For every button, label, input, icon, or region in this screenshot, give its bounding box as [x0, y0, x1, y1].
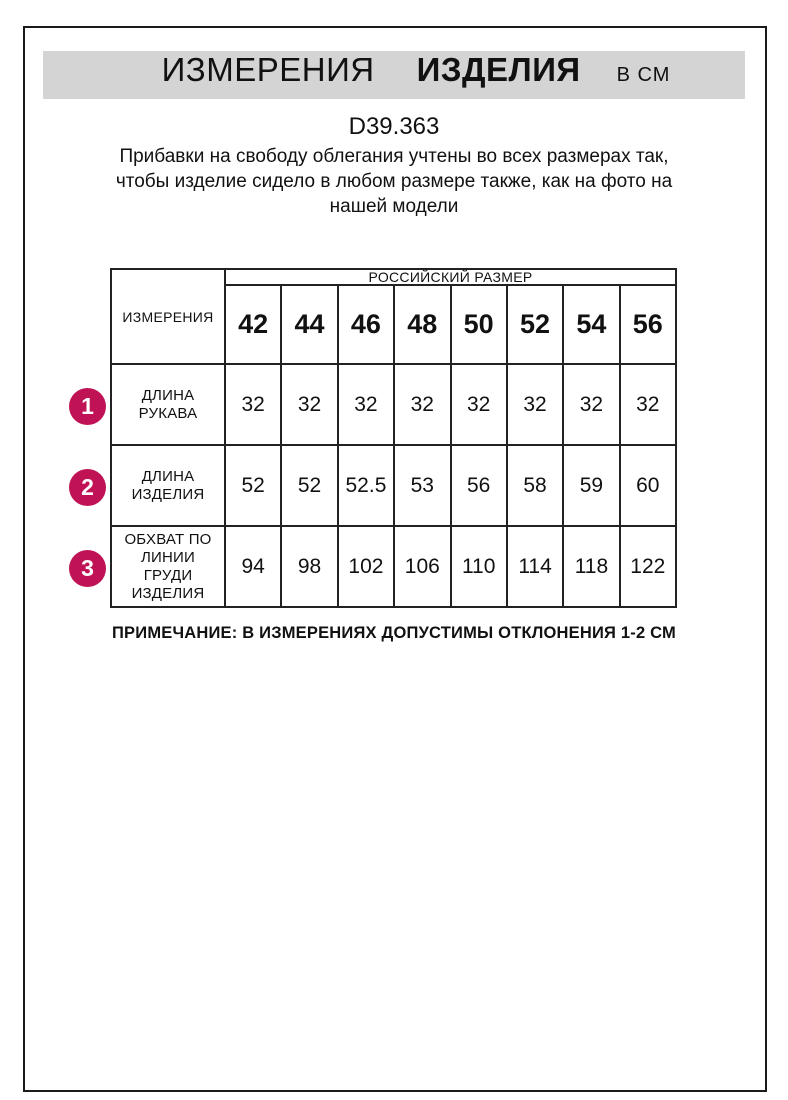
row-number: 3: [81, 555, 94, 581]
measurement-value: 32: [338, 364, 394, 445]
measurement-value: 52: [281, 445, 337, 526]
measurement-value: 32: [225, 364, 281, 445]
size-column-header: 42: [225, 285, 281, 364]
measurements-column-header: ИЗМЕРЕНИЯ: [111, 269, 225, 364]
product-code: D39.363: [348, 113, 440, 140]
table-row: [111, 445, 676, 526]
measurement-value: 32: [507, 364, 563, 445]
row-number-badge: [69, 388, 106, 425]
table-row: [111, 526, 676, 607]
measurement-value: 53: [394, 445, 450, 526]
measurement-value: 110: [451, 526, 507, 607]
measurement-value: 52.5: [338, 445, 394, 526]
row-number: 2: [81, 474, 94, 500]
measurement-value: 32: [451, 364, 507, 445]
size-column-header: 56: [620, 285, 676, 364]
row-number-badge: [69, 550, 106, 587]
measurement-value: 114: [507, 526, 563, 607]
row-label: ДЛИНА РУКАВА: [111, 364, 225, 445]
table-row: [111, 364, 676, 445]
size-column-header: 52: [507, 285, 563, 364]
measurement-value: 59: [563, 445, 619, 526]
title-units: В СМ: [616, 64, 671, 86]
title-measurements: ИЗМЕРЕНИЯ: [161, 51, 375, 88]
row-number-badge: [69, 469, 106, 506]
measurement-value: 94: [225, 526, 281, 607]
size-group-header: РОССИЙСКИЙ РАЗМЕР: [225, 269, 676, 285]
header-bar: [43, 51, 745, 99]
row-label: ДЛИНА ИЗДЕЛИЯ: [111, 445, 225, 526]
measurement-value: 32: [620, 364, 676, 445]
measurement-value: 32: [281, 364, 337, 445]
measurement-value: 102: [338, 526, 394, 607]
size-column-header: 50: [451, 285, 507, 364]
row-number: 1: [81, 393, 94, 419]
size-column-header: 44: [281, 285, 337, 364]
tolerance-note: ПРИМЕЧАНИЕ: В ИЗМЕРЕНИЯХ ДОПУСТИМЫ ОТКЛОНЕНИЯ 1-2 СМ: [112, 624, 676, 642]
measurement-value: 52: [225, 445, 281, 526]
measurement-value: 122: [620, 526, 676, 607]
fit-description: Прибавки на свободу облегания учтены во всех размерах так, чтобы изделие сидело в любом размере также, как на фото на нашей модели: [115, 146, 673, 217]
measurement-value: 32: [563, 364, 619, 445]
measurement-value: 60: [620, 445, 676, 526]
measurement-value: 98: [281, 526, 337, 607]
measurement-value: 32: [394, 364, 450, 445]
size-column-header: 46: [338, 285, 394, 364]
measurement-value: 118: [563, 526, 619, 607]
size-column-header: 54: [563, 285, 619, 364]
size-column-header: 48: [394, 285, 450, 364]
title-product: ИЗДЕЛИЯ: [416, 51, 581, 88]
measurement-value: 56: [451, 445, 507, 526]
measurement-value: 106: [394, 526, 450, 607]
page-title: [162, 51, 671, 89]
measurement-value: 58: [507, 445, 563, 526]
measurements-table: [110, 268, 677, 608]
row-label: ОБХВАТ ПО ЛИНИИ ГРУДИ ИЗДЕЛИЯ: [111, 526, 225, 607]
